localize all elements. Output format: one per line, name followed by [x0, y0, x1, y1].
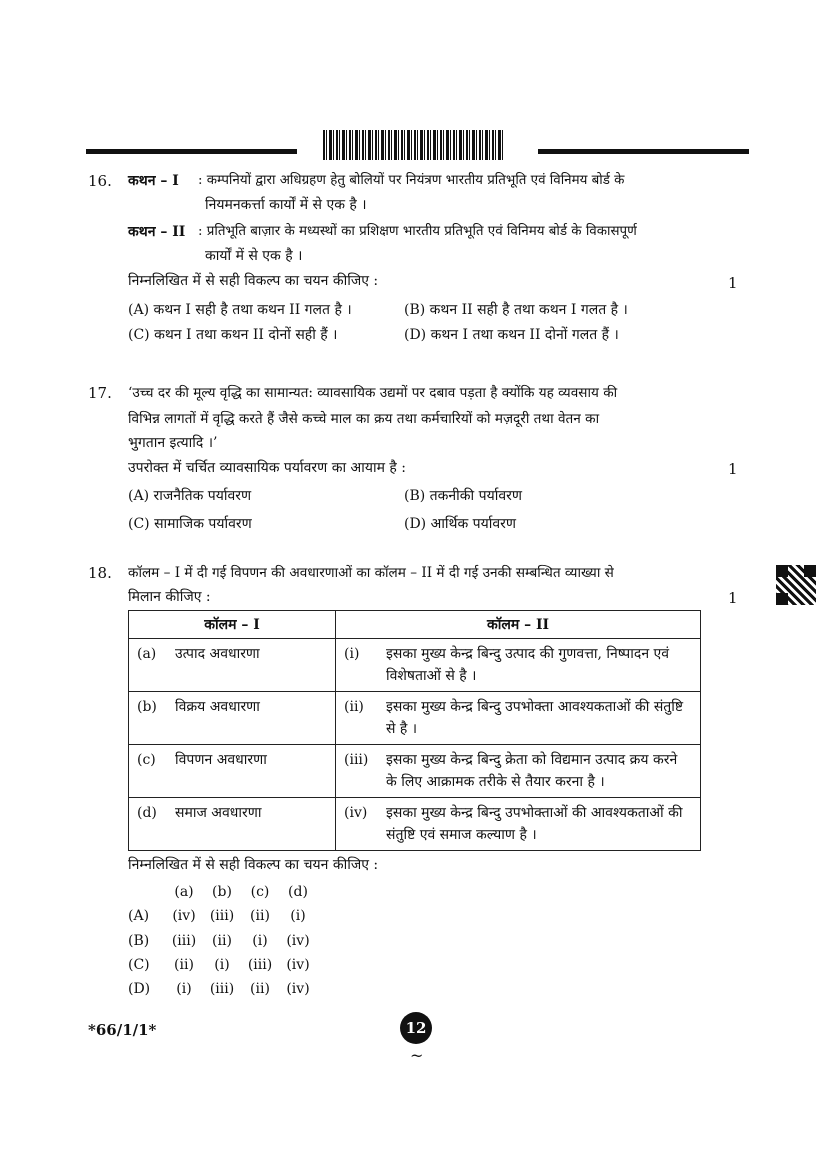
ans-val: (ii) [250, 908, 270, 924]
q18-marks: 1 [728, 589, 738, 607]
answer-option-b[interactable] [128, 933, 316, 949]
table-row [129, 798, 701, 851]
q17-line3: भुगतान इत्यादि ।’ [128, 435, 218, 451]
q16-statement1-line2: नियमनकर्त्ता कार्यों में से एक है । [205, 197, 367, 213]
ans-val: (iii) [171, 933, 197, 949]
q16-statement1-label: कथन – I [128, 173, 179, 189]
ans-val: (iv) [286, 981, 310, 997]
ans-val: (i) [214, 957, 230, 973]
q16-option-b[interactable]: (B) कथन II सही है तथा कथन I गलत है । [404, 302, 628, 318]
q18-line2: मिलान कीजिए : [128, 589, 211, 605]
q16-statement2-line2: कार्यों में से एक है । [205, 248, 303, 264]
concept: उत्पाद अवधारणा [175, 646, 260, 662]
ans-head: (b) [212, 884, 232, 900]
ans-val: (ii) [212, 933, 232, 949]
q17-number: 17. [88, 384, 112, 402]
row-label: (a) [137, 646, 157, 662]
q16-prompt: निम्नलिखित में से सही विकल्प का चयन कीजिए : [128, 273, 379, 289]
opt-label: (A) [128, 908, 150, 924]
q17-option-d[interactable]: (D) आर्थिक पर्यावरण [404, 516, 517, 532]
table-header-row [129, 611, 701, 639]
explanation: इसका मुख्य केन्द्र बिन्दु क्रेता को विद्यमान उत्पाद क्रय करने के लिए आक्रामक तरीके से तैयार करना है । [386, 752, 678, 790]
ans-val: (iii) [247, 957, 273, 973]
match-table [128, 610, 701, 851]
q17-marks: 1 [728, 460, 738, 478]
ans-val: (i) [252, 933, 268, 949]
ans-head: (a) [174, 884, 194, 900]
col2-header: कॉलम – II [336, 611, 701, 639]
q17-line2: विभिन्न लागतों में वृद्धि करते हैं जैसे कच्चे माल का क्रय तथा कर्मचारियों को मज़दूरी तथा वेतन का [128, 411, 600, 427]
ans-val: (iii) [209, 981, 235, 997]
row-label: (c) [137, 752, 156, 768]
explanation: इसका मुख्य केन्द्र बिन्दु उत्पाद की गुणवत्ता, निष्पादन एवं विशेषताओं से है । [386, 646, 670, 684]
opt-label: (B) [128, 933, 150, 949]
answer-option-d[interactable] [128, 981, 316, 997]
answer-option-c[interactable] [128, 957, 316, 973]
concept: विक्रय अवधारणा [175, 699, 260, 715]
q16-option-a[interactable]: (A) कथन I सही है तथा कथन II गलत है । [128, 302, 352, 318]
q16-marks: 1 [728, 274, 738, 292]
explanation: इसका मुख्य केन्द्र बिन्दु उपभोक्ता आवश्यकताओं की संतुष्टि से है । [386, 699, 684, 737]
ans-val: (iii) [209, 908, 235, 924]
explanation: इसका मुख्य केन्द्र बिन्दु उपभोक्ताओं की आवश्यकताओं की संतुष्टि एवं समाज कल्याण है । [386, 805, 683, 843]
q17-option-b[interactable]: (B) तकनीकी पर्यावरण [404, 488, 522, 504]
page-number: 12 [400, 1012, 432, 1044]
q17-option-a[interactable]: (A) राजनैतिक पर्यावरण [128, 488, 252, 504]
opt-label: (C) [128, 957, 150, 973]
paper-code: *66/1/1* [88, 1021, 157, 1039]
ans-val: (ii) [174, 957, 194, 973]
q17-prompt: उपरोक्त में चर्चित व्यावसायिक पर्यावरण का आयाम है : [128, 460, 407, 476]
q16-statement2-label: कथन – II [128, 224, 186, 240]
opt-label: (D) [128, 981, 151, 997]
q16-number: 16. [88, 172, 112, 190]
q17-line1: ‘उच्च दर की मूल्य वृद्धि का सामान्यत: व्यावसायिक उद्यमों पर दबाव पड़ता है क्योंकि यह व्यवसाय की [128, 385, 618, 401]
q16-option-d[interactable]: (D) कथन I तथा कथन II दोनों गलत हैं । [404, 327, 619, 343]
table-row [129, 639, 701, 692]
answer-option-a[interactable] [128, 908, 316, 924]
ans-val: (ii) [250, 981, 270, 997]
table-row [129, 745, 701, 798]
header-rule-right [538, 149, 749, 154]
table-row [129, 692, 701, 745]
qr-code [776, 565, 816, 605]
q16-statement1-line1: : कम्पनियों द्वारा अधिग्रहण हेतु बोलियों पर नियंत्रण भारतीय प्रतिभूति एवं विनिमय बोर्ड के [198, 173, 625, 188]
row-label: (ii) [344, 699, 364, 715]
q18-number: 18. [88, 564, 112, 582]
barcode [323, 130, 505, 160]
ans-val: (iv) [286, 957, 310, 973]
row-label: (i) [344, 646, 360, 662]
ans-val: (iv) [172, 908, 196, 924]
row-label: (iv) [344, 805, 368, 821]
q16-statement2-line1: : प्रतिभूति बाज़ार के मध्यस्थों का प्रशिक्षण भारतीय प्रतिभूति एवं विनिमय बोर्ड के विकासपूर्ण [198, 224, 637, 239]
ans-val: (i) [176, 981, 192, 997]
q18-prompt: निम्नलिखित में से सही विकल्प का चयन कीजिए : [128, 857, 379, 873]
concept: समाज अवधारणा [175, 805, 262, 821]
concept: विपणन अवधारणा [175, 752, 267, 768]
ans-val: (i) [290, 908, 306, 924]
q17-option-c[interactable]: (C) सामाजिक पर्यावरण [128, 516, 252, 532]
q16-option-c[interactable]: (C) कथन I तथा कथन II दोनों सही हैं । [128, 327, 338, 343]
row-label: (b) [137, 699, 157, 715]
q18-line1: कॉलम – I में दी गई विपणन की अवधारणाओं का कॉलम – II में दी गई उनकी सम्बन्धित व्याख्या से [128, 565, 614, 581]
answer-key-header [128, 884, 316, 900]
col1-header: कॉलम – I [129, 611, 336, 639]
footer-tilde: ~ [410, 1046, 424, 1065]
header-rule-left [86, 149, 297, 154]
row-label: (iii) [344, 752, 369, 768]
ans-head: (c) [250, 884, 270, 900]
row-label: (d) [137, 805, 157, 821]
ans-head: (d) [288, 884, 308, 900]
ans-val: (iv) [286, 933, 310, 949]
